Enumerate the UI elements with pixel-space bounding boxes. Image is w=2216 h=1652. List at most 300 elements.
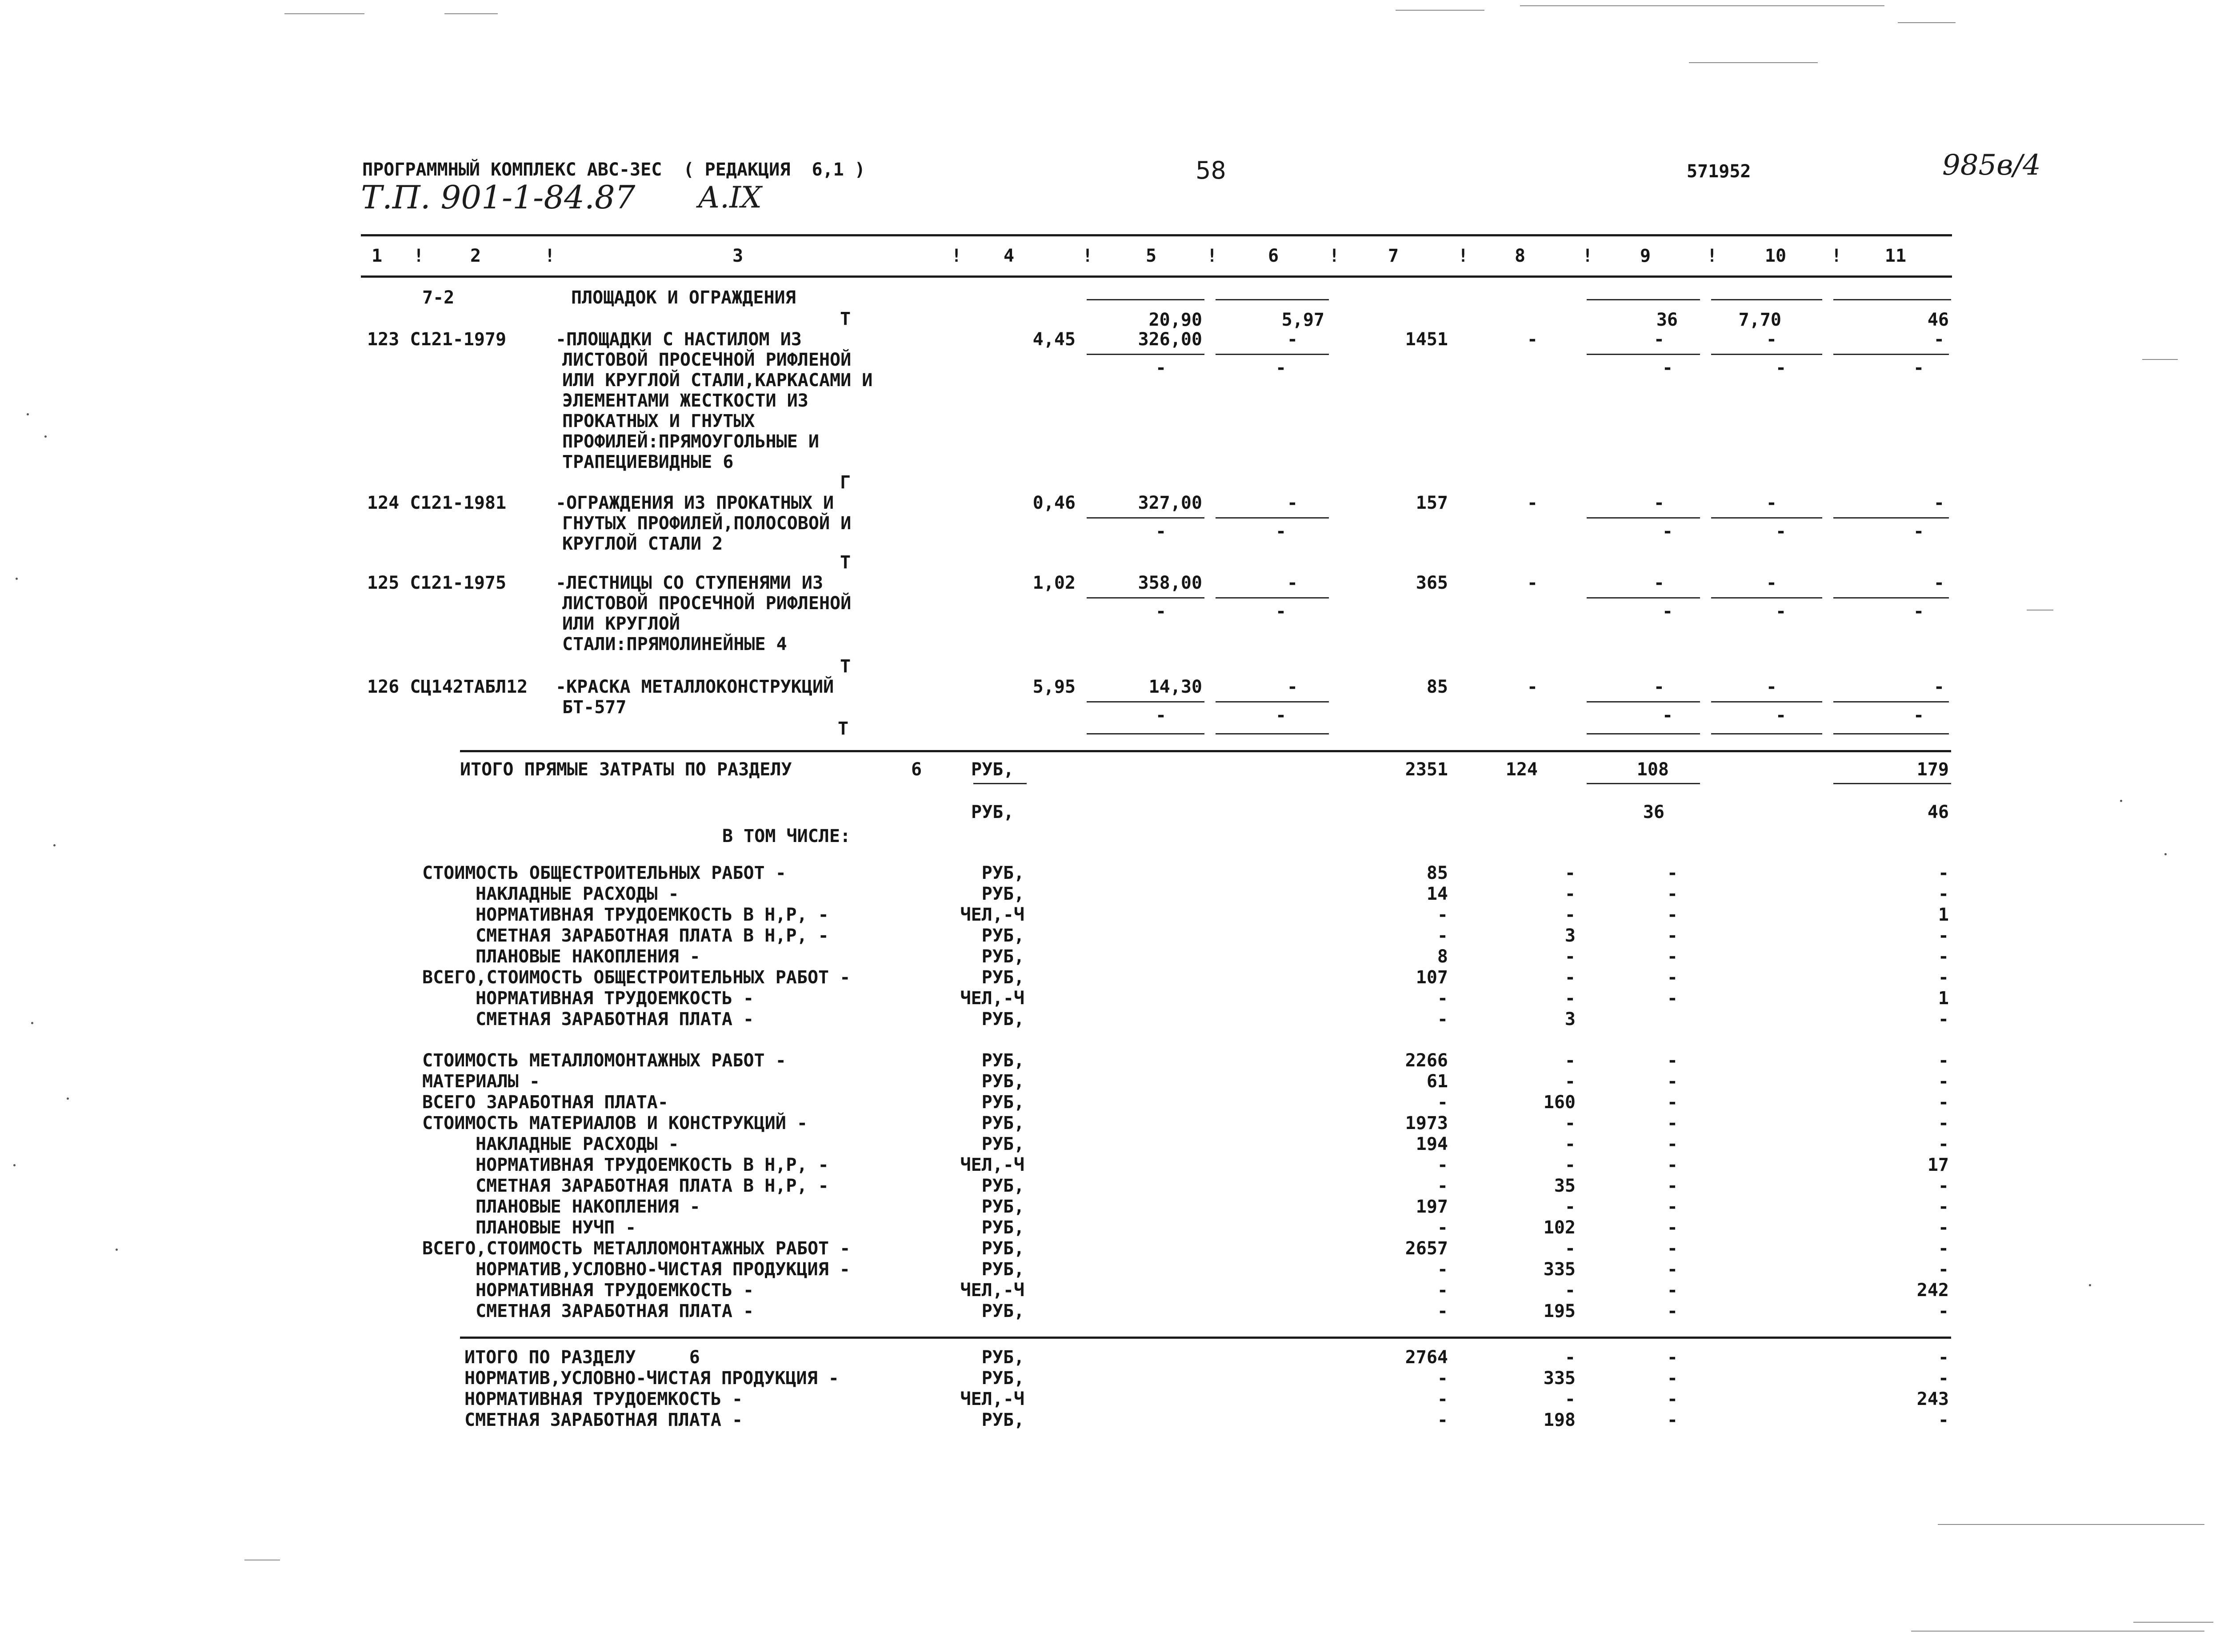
- row-position-code: 123 С121-1979: [367, 329, 507, 350]
- row-dash: -: [1276, 705, 1287, 726]
- row-underline: [1587, 517, 1700, 519]
- row-dash: -: [1662, 705, 1673, 726]
- section-underline: [1087, 299, 1204, 300]
- row-c11: -: [1933, 329, 1944, 350]
- row-c10: -: [1766, 329, 1777, 350]
- column-separator: !: [951, 246, 962, 266]
- scan-streak: [1938, 1524, 2204, 1525]
- summary-unit: ЧЕЛ,-Ч: [960, 1280, 1024, 1301]
- summary-label: НОРМАТИВНАЯ ТРУДОЕМКОСТЬ В Н,Р, -: [476, 1155, 829, 1175]
- summary-c7: -: [1437, 1280, 1448, 1301]
- final-unit: ЧЕЛ,-Ч: [960, 1389, 1024, 1409]
- row-c9: -: [1653, 677, 1664, 697]
- row-dash: -: [1276, 601, 1287, 622]
- summary-label: СТОИМОСТЬ МЕТАЛЛОМОНТАЖНЫХ РАБОТ -: [422, 1050, 786, 1071]
- summary-c7: -: [1437, 1092, 1448, 1113]
- summary-c11: -: [1938, 1259, 1949, 1280]
- summary-c9: -: [1667, 1238, 1678, 1259]
- row-description: -ЛЕСТНИЦЫ СО СТУПЕНЯМИ ИЗ: [556, 573, 824, 593]
- summary-c11: -: [1938, 1301, 1949, 1321]
- row-underline: [1711, 701, 1822, 702]
- row-underline: [1711, 354, 1822, 355]
- row-description: ЛИСТОВОЙ ПРОСЕЧНОЙ РИФЛЕНОЙ: [562, 593, 852, 614]
- row-underline: [1833, 701, 1949, 702]
- table-rule-top: [361, 234, 1952, 236]
- summary-c7: 85: [1426, 863, 1448, 883]
- row-underline: [1833, 597, 1949, 599]
- total-direct-c11: 179: [1916, 759, 1949, 780]
- summary-c9: -: [1667, 863, 1678, 883]
- row-quantity: 4,45: [1032, 329, 1076, 350]
- row-description: ИЛИ КРУГЛОЙ: [562, 614, 680, 634]
- summary-unit: ЧЕЛ,-Ч: [960, 1155, 1024, 1175]
- column-separator: !: [413, 246, 424, 266]
- summary-c9: -: [1667, 1197, 1678, 1217]
- row-quantity: 0,46: [1032, 493, 1076, 513]
- section-number: 7-2: [422, 287, 455, 308]
- summary-c9: -: [1667, 905, 1678, 925]
- program-header: ПРОГРАММНЫЙ КОМПЛЕКС АВС-3ЕС ( РЕДАКЦИЯ 6,1 ): [362, 160, 865, 180]
- row-c6-top: 5,97: [1281, 310, 1324, 330]
- row-description: СТАЛИ:ПРЯМОЛИНЕЙНЫЕ 4: [562, 634, 787, 654]
- row-underline: [1216, 517, 1329, 519]
- summary-label: СМЕТНАЯ ЗАРАБОТНАЯ ПЛАТА -: [476, 1301, 754, 1321]
- summary-c11: -: [1938, 884, 1949, 904]
- summary-c8: -: [1564, 1134, 1576, 1154]
- column-number-5: 5: [1145, 246, 1157, 266]
- summary-c8: 195: [1543, 1301, 1576, 1321]
- scan-streak: [1898, 22, 1956, 23]
- row-underline: [1087, 597, 1204, 599]
- row-c6: -: [1287, 677, 1298, 697]
- final-label: ИТОГО ПО РАЗДЕЛУ 6: [464, 1347, 700, 1368]
- row-position-code: 126 СЦ142ТАБЛ12: [367, 677, 528, 697]
- summary-c11: -: [1938, 946, 1949, 967]
- row-description: ГНУТЫХ ПРОФИЛЕЙ,ПОЛОСОВОЙ И: [562, 513, 852, 534]
- row-dash: -: [1913, 601, 1924, 622]
- summary-c11: -: [1938, 1092, 1949, 1113]
- row-dash: -: [1156, 601, 1167, 622]
- row-total-cost: 365: [1416, 573, 1448, 593]
- scan-streak: [2027, 610, 2053, 611]
- row-c6: -: [1287, 573, 1298, 593]
- sheet-mark: 985в/4: [1942, 149, 2041, 182]
- row-c10: -: [1766, 573, 1777, 593]
- row-underline: [1087, 733, 1204, 734]
- final-c11: -: [1938, 1410, 1949, 1430]
- summary-unit: РУБ,: [981, 1176, 1024, 1196]
- row-unit-mark: Т: [840, 656, 851, 677]
- row-description: -КРАСКА МЕТАЛЛОКОНСТРУКЦИЙ: [556, 677, 834, 697]
- scan-speck: [44, 435, 47, 438]
- summary-c7: -: [1437, 926, 1448, 946]
- row-c10: -: [1766, 677, 1777, 697]
- row-description: ПРОФИЛЕЙ:ПРЯМОУГОЛЬНЫЕ И: [562, 431, 819, 452]
- row-c9: -: [1653, 573, 1664, 593]
- row-c9-top: 36: [1656, 310, 1678, 330]
- summary-c11: -: [1938, 1238, 1949, 1259]
- final-c11: -: [1938, 1347, 1949, 1368]
- final-c9: -: [1667, 1389, 1678, 1409]
- summary-c8: -: [1564, 1197, 1576, 1217]
- scan-speck: [2089, 1284, 2091, 1286]
- summary-c11: 242: [1916, 1280, 1949, 1301]
- summary-c8: -: [1564, 863, 1576, 883]
- summary-c11: 17: [1927, 1155, 1949, 1175]
- row-underline: [1216, 733, 1329, 734]
- row-c9: -: [1653, 329, 1664, 350]
- row-dash: -: [1156, 358, 1167, 378]
- row-total-cost: 85: [1426, 677, 1448, 697]
- row-position-code: 125 С121-1975: [367, 573, 507, 593]
- scan-speck: [2164, 853, 2167, 855]
- final-c7: -: [1437, 1410, 1448, 1430]
- row-dash: -: [1913, 705, 1924, 726]
- summary-c8: -: [1564, 1280, 1576, 1301]
- summary-label: НАКЛАДНЫЕ РАСХОДЫ -: [476, 884, 679, 904]
- total-underline: [1587, 783, 1700, 784]
- summary-c7: 2657: [1405, 1238, 1448, 1259]
- row-total-cost: 1451: [1405, 329, 1448, 350]
- summary-label: СМЕТНАЯ ЗАРАБОТНАЯ ПЛАТА В Н,Р, -: [476, 926, 829, 946]
- summary-unit: РУБ,: [981, 926, 1024, 946]
- summary-c9: -: [1667, 1134, 1678, 1154]
- summary-c7: -: [1437, 1217, 1448, 1238]
- final-unit: РУБ,: [981, 1347, 1024, 1368]
- summary-c7: -: [1437, 988, 1448, 1009]
- summary-c9: -: [1667, 926, 1678, 946]
- document-code: 571952: [1687, 161, 1751, 182]
- summary-label: СМЕТНАЯ ЗАРАБОТНАЯ ПЛАТА -: [476, 1009, 754, 1030]
- row-dash: -: [1662, 521, 1673, 542]
- row-underline: [1711, 733, 1822, 734]
- row-unit-price: 14,30: [1148, 677, 1202, 697]
- row-c11: -: [1933, 573, 1944, 593]
- column-number-3: 3: [732, 246, 744, 266]
- summary-label: СТОИМОСТЬ ОБЩЕСТРОИТЕЛЬНЫХ РАБОТ -: [422, 863, 786, 883]
- row-c10: -: [1766, 493, 1777, 513]
- summary-c8: 335: [1543, 1259, 1576, 1280]
- column-separator: !: [1831, 246, 1842, 266]
- summary-label: НОРМАТИВНАЯ ТРУДОЕМКОСТЬ -: [476, 988, 754, 1009]
- summary-unit: РУБ,: [981, 1113, 1024, 1133]
- scan-streak: [1911, 1631, 2204, 1632]
- scan-streak: [1396, 10, 1484, 11]
- summary-label: ВСЕГО ЗАРАБОТНАЯ ПЛАТА-: [422, 1092, 668, 1113]
- summary-label: НОРМАТИВНАЯ ТРУДОЕМКОСТЬ В Н,Р, -: [476, 905, 829, 925]
- summary-c9: -: [1667, 1217, 1678, 1238]
- summary-unit: РУБ,: [981, 1259, 1024, 1280]
- final-c9: -: [1667, 1347, 1678, 1368]
- summary-unit: РУБ,: [981, 1134, 1024, 1154]
- row-c11-top: 46: [1927, 310, 1949, 330]
- final-c8: 335: [1543, 1368, 1576, 1389]
- summary-c8: 102: [1543, 1217, 1576, 1238]
- column-number-7: 7: [1388, 246, 1399, 266]
- summary-label: СТОИМОСТЬ МАТЕРИАЛОВ И КОНСТРУКЦИЙ -: [422, 1113, 808, 1133]
- summary-c11: -: [1938, 1197, 1949, 1217]
- row-c8: -: [1527, 677, 1538, 697]
- column-separator: !: [1707, 246, 1718, 266]
- section-underline: [1216, 299, 1329, 300]
- row-unit-mark: Т: [838, 718, 849, 739]
- row-description: ТРАПЕЦИЕВИДНЫЕ 6: [562, 452, 734, 472]
- column-separator: !: [544, 246, 556, 266]
- summary-c7: 1973: [1405, 1113, 1448, 1133]
- row-description: ПРОКАТНЫХ И ГНУТЫХ: [562, 411, 755, 431]
- summary-c7: 8: [1437, 946, 1448, 967]
- row-underline: [1216, 597, 1329, 599]
- row-dash: -: [1913, 358, 1924, 378]
- summary-unit: РУБ,: [981, 1009, 1024, 1030]
- final-c11: 243: [1916, 1389, 1949, 1409]
- section-underline: [1587, 299, 1700, 300]
- total-direct-c9: 108: [1636, 759, 1669, 780]
- summary-unit: РУБ,: [981, 1238, 1024, 1259]
- summary-c8: -: [1564, 884, 1576, 904]
- row-c6: -: [1287, 493, 1298, 513]
- summary-c8: 160: [1543, 1092, 1576, 1113]
- column-separator: !: [1207, 246, 1218, 266]
- column-separator: !: [1082, 246, 1093, 266]
- summary-c7: 194: [1416, 1134, 1448, 1154]
- row-description: КРУГЛОЙ СТАЛИ 2: [562, 534, 723, 554]
- summary-c9: -: [1667, 1280, 1678, 1301]
- summary-c9: -: [1667, 1113, 1678, 1133]
- row-underline: [1587, 597, 1700, 599]
- summary-unit: РУБ,: [981, 1071, 1024, 1092]
- scan-speck: [31, 1022, 33, 1024]
- summary-c9: -: [1667, 884, 1678, 904]
- row-c8: -: [1527, 573, 1538, 593]
- row-dash: -: [1776, 358, 1787, 378]
- row-unit-price: 358,00: [1138, 573, 1202, 593]
- summary-c7: -: [1437, 1301, 1448, 1321]
- summary-c8: -: [1564, 946, 1576, 967]
- summary-c7: 61: [1426, 1071, 1448, 1092]
- final-c9: -: [1667, 1410, 1678, 1430]
- summary-c8: -: [1564, 988, 1576, 1009]
- row-underline: [1216, 701, 1329, 702]
- summary-unit: ЧЕЛ,-Ч: [960, 905, 1024, 925]
- scan-speck: [67, 1097, 69, 1100]
- summary-unit: РУБ,: [981, 884, 1024, 904]
- summary-c9: -: [1667, 988, 1678, 1009]
- scan-streak: [444, 13, 498, 14]
- row-description: -ОГРАЖДЕНИЯ ИЗ ПРОКАТНЫХ И: [556, 493, 834, 513]
- row-unit-mark: Т: [840, 552, 851, 573]
- row-underline: [1587, 701, 1700, 702]
- row-dash: -: [1913, 521, 1924, 542]
- row-underline: [1833, 733, 1949, 734]
- summary-label: НОРМАТИВ,УСЛОВНО-ЧИСТАЯ ПРОДУКЦИЯ -: [476, 1259, 850, 1280]
- final-unit: РУБ,: [981, 1368, 1024, 1389]
- row-description: ЭЛЕМЕНТАМИ ЖЕСТКОСТИ ИЗ: [562, 391, 808, 411]
- summary-label: НОРМАТИВНАЯ ТРУДОЕМКОСТЬ -: [476, 1280, 754, 1301]
- total-direct-c11-2: 46: [1927, 802, 1949, 822]
- summary-c7: -: [1437, 1259, 1448, 1280]
- summary-c11: -: [1938, 1009, 1949, 1030]
- final-c7: -: [1437, 1389, 1448, 1409]
- summary-c8: -: [1564, 1155, 1576, 1175]
- row-underline: [1087, 517, 1204, 519]
- summary-unit: РУБ,: [981, 946, 1024, 967]
- final-unit: РУБ,: [981, 1410, 1024, 1430]
- table-rule-header: [361, 275, 1952, 278]
- summary-c9: -: [1667, 1071, 1678, 1092]
- final-c8: -: [1564, 1347, 1576, 1368]
- row-dash: -: [1776, 521, 1787, 542]
- summary-c9: -: [1667, 1176, 1678, 1196]
- including-label: В ТОМ ЧИСЛЕ:: [722, 826, 851, 846]
- column-separator: !: [1329, 246, 1340, 266]
- summary-c7: -: [1437, 1176, 1448, 1196]
- summary-unit: РУБ,: [981, 1301, 1024, 1321]
- summary-c9: -: [1667, 1050, 1678, 1071]
- row-c6: -: [1287, 329, 1298, 350]
- final-label: НОРМАТИВ,УСЛОВНО-ЧИСТАЯ ПРОДУКЦИЯ -: [464, 1368, 839, 1389]
- summary-c9: -: [1667, 1259, 1678, 1280]
- summary-label: НАКЛАДНЫЕ РАСХОДЫ -: [476, 1134, 679, 1154]
- column-number-6: 6: [1268, 246, 1279, 266]
- summary-c11: -: [1938, 1050, 1949, 1071]
- column-number-2: 2: [470, 246, 481, 266]
- scan-streak: [2133, 1622, 2213, 1623]
- summary-c7: -: [1437, 1155, 1448, 1175]
- final-c11: -: [1938, 1368, 1949, 1389]
- summary-c11: 1: [1938, 905, 1949, 925]
- total-underline: [1833, 783, 1951, 784]
- summary-c11: -: [1938, 1134, 1949, 1154]
- scan-streak: [284, 13, 364, 14]
- column-separator: !: [1582, 246, 1593, 266]
- row-description: ЛИСТОВОЙ ПРОСЕЧНОЙ РИФЛЕНОЙ: [562, 350, 852, 370]
- page-number: 58: [1196, 156, 1226, 184]
- row-underline: [1711, 517, 1822, 519]
- summary-label: ПЛАНОВЫЕ НАКОПЛЕНИЯ -: [476, 946, 700, 967]
- row-unit-price-top: 20,90: [1148, 310, 1202, 330]
- row-total-cost: 157: [1416, 493, 1448, 513]
- summary-c8: -: [1564, 967, 1576, 988]
- summary-unit: РУБ,: [981, 1092, 1024, 1113]
- summary-c11: -: [1938, 1071, 1949, 1092]
- row-unit-price: 326,00: [1138, 329, 1202, 350]
- project-number: Т.П. 901-1-84.87: [361, 179, 636, 216]
- column-number-11: 11: [1884, 246, 1907, 266]
- row-description: -ПЛОЩАДКИ С НАСТИЛОМ ИЗ: [556, 329, 802, 350]
- scan-streak: [1520, 5, 1884, 6]
- section-underline: [1833, 299, 1951, 300]
- column-number-10: 10: [1764, 246, 1787, 266]
- summary-c9: -: [1667, 1155, 1678, 1175]
- row-dash: -: [1662, 601, 1673, 622]
- scan-speck: [116, 1249, 118, 1251]
- summary-label: ВСЕГО,СТОИМОСТЬ МЕТАЛЛОМОНТАЖНЫХ РАБОТ -: [422, 1238, 851, 1259]
- summary-c7: 14: [1426, 884, 1448, 904]
- row-underline: [1587, 354, 1700, 355]
- column-number-9: 9: [1640, 246, 1651, 266]
- row-underline: [1216, 354, 1329, 355]
- summary-unit: РУБ,: [981, 1050, 1024, 1071]
- row-dash: -: [1276, 521, 1287, 542]
- column-number-1: 1: [371, 246, 383, 266]
- column-separator: !: [1458, 246, 1469, 266]
- row-description: ИЛИ КРУГЛОЙ СТАЛИ,КАРКАСАМИ И: [562, 370, 873, 391]
- summary-label: СМЕТНАЯ ЗАРАБОТНАЯ ПЛАТА В Н,Р, -: [476, 1176, 829, 1196]
- row-quantity: 1,02: [1032, 573, 1076, 593]
- scan-speck: [2120, 800, 2122, 802]
- summary-c11: -: [1938, 967, 1949, 988]
- row-dash: -: [1662, 358, 1673, 378]
- row-dash: -: [1776, 601, 1787, 622]
- total-direct-label: ИТОГО ПРЯМЫЕ ЗАТРАТЫ ПО РАЗДЕЛУ: [460, 759, 792, 780]
- summary-c11: -: [1938, 863, 1949, 883]
- row-unit-price: 327,00: [1138, 493, 1202, 513]
- table-rule-total: [460, 750, 1951, 752]
- section-title: ПЛОЩАДОК И ОГРАЖДЕНИЯ: [571, 287, 796, 308]
- row-underline: [1587, 733, 1700, 734]
- final-c8: -: [1564, 1389, 1576, 1409]
- row-c11: -: [1933, 493, 1944, 513]
- row-unit-mark: Т: [840, 309, 851, 329]
- summary-unit: РУБ,: [981, 863, 1024, 883]
- scan-streak: [1689, 62, 1818, 63]
- final-c8: 198: [1543, 1410, 1576, 1430]
- section-underline: [1711, 299, 1822, 300]
- album-number: А.IX: [698, 180, 762, 215]
- scan-streak: [2142, 359, 2178, 360]
- row-c11: -: [1933, 677, 1944, 697]
- row-dash: -: [1156, 705, 1167, 726]
- summary-c9: -: [1667, 967, 1678, 988]
- total-direct-c9-2: 36: [1643, 802, 1664, 822]
- summary-c8: 35: [1554, 1176, 1576, 1196]
- row-dash: -: [1276, 358, 1287, 378]
- row-underline: [1833, 517, 1949, 519]
- row-underline: [1087, 701, 1204, 702]
- summary-label: ВСЕГО,СТОИМОСТЬ ОБЩЕСТРОИТЕЛЬНЫХ РАБОТ -: [422, 967, 851, 988]
- row-position-code: 124 С121-1981: [367, 493, 507, 513]
- final-c7: 2764: [1405, 1347, 1448, 1368]
- summary-c9: -: [1667, 946, 1678, 967]
- total-direct-unit: РУБ,: [971, 759, 1014, 780]
- row-quantity: 5,95: [1032, 677, 1076, 697]
- summary-c11: -: [1938, 926, 1949, 946]
- row-underline: [1833, 354, 1949, 355]
- summary-c9: -: [1667, 1092, 1678, 1113]
- final-label: СМЕТНАЯ ЗАРАБОТНАЯ ПЛАТА -: [464, 1410, 743, 1430]
- row-dash: -: [1776, 705, 1787, 726]
- row-c8: -: [1527, 493, 1538, 513]
- row-description: БТ-577: [562, 697, 627, 718]
- summary-c8: 3: [1564, 926, 1576, 946]
- summary-label: ПЛАНОВЫЕ НУЧП -: [476, 1217, 636, 1238]
- final-c9: -: [1667, 1368, 1678, 1389]
- summary-c9: -: [1667, 1301, 1678, 1321]
- row-c9: -: [1653, 493, 1664, 513]
- summary-c8: 3: [1564, 1009, 1576, 1030]
- summary-c11: -: [1938, 1176, 1949, 1196]
- summary-c11: -: [1938, 1217, 1949, 1238]
- summary-c7: 107: [1416, 967, 1448, 988]
- total-direct-section: 6: [911, 759, 922, 780]
- summary-label: МАТЕРИАЛЫ -: [422, 1071, 540, 1092]
- scan-speck: [13, 1164, 16, 1166]
- table-rule-final: [460, 1337, 1951, 1339]
- column-number-8: 8: [1514, 246, 1526, 266]
- row-c8: -: [1527, 329, 1538, 350]
- summary-c8: -: [1564, 1071, 1576, 1092]
